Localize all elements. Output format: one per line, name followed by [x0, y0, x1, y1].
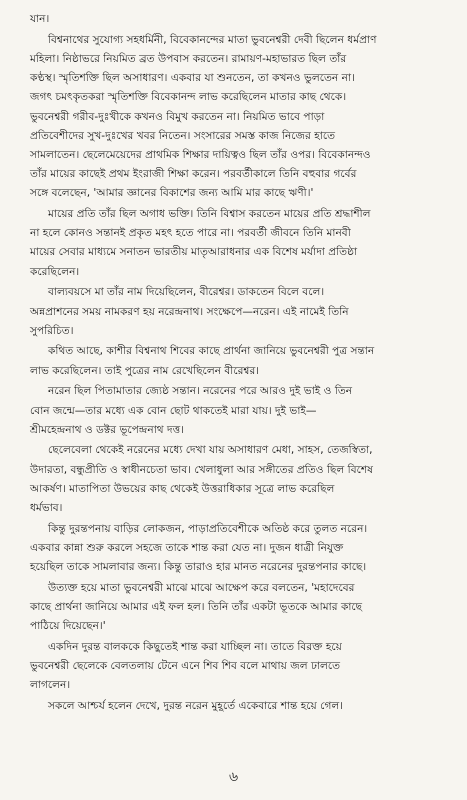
paragraph: একদিন দুরন্ত বালককে কিছুতেই শান্ত করা যাচ্ছিল না। তাতে বিরক্ত হয়ে ভুবনেশ্বরী ছেলেকে বেলতলায় টেনে এনে শিব শিব বলে মাথায় জল ঢালতে লাগলেন।	[30, 641, 342, 692]
paragraph: মায়ের প্রতি তাঁর ছিল অগাধ ভক্তি। তিনি বিশ্বাস করতেন মায়ের প্রতি শ্রদ্ধাশীল না হলে কোনও সন্তানই প্রকৃত মহৎ হতে পারে না। পরবর্তী জীবনে তিনি মানবী মায়ের সেবার মাধ্যমে সনাতন ভারতীয় মাতৃআরাধনার এক বিশেষ মর্যাদা প্রতিষ্ঠা করেছিলেন।	[30, 208, 371, 278]
paragraph: সকলে আশ্চর্য হলেন দেখে, দুরন্ত নরেন মুহূর্তে একেবারে শান্ত হয়ে গেল।	[48, 700, 344, 713]
paragraph: ছেলেবেলা থেকেই নরেনের মধ্যে দেখা যায় অসাধারণ মেধা, সাহস, তেজস্বিতা, উদারতা, বন্ধুপ্রীতি ও স্বাধীনচেতা ভাব। খেলাধুলা আর সঙ্গীতের প্রতিও ছিল বিশেষ আকর্ষণ। মাতাপিতা উভয়ের কাছ থেকেই উত্তরাধিকার সূত্রে লাভ করেছিল ধর্মভাব।	[30, 444, 373, 515]
paragraph: বাল্যবয়সে মা তাঁর নাম দিয়েছিলেন, বীরেশ্বর। ডাকতেন বিলে বলে। অন্নপ্রাশনের সময় নামকরণ হয় নরেন্দ্রনাথ। সংক্ষেপে—নরেন। এই নামেই তিনি সুপরিচিত।	[30, 286, 349, 337]
paragraph: যান।	[30, 13, 50, 25]
paragraph: নরেন ছিল পিতামাতার জ্যেষ্ঠ সন্তান। নরেনের পরে আরও দুই ভাই ও তিন বোন জন্মে—তার মধ্যে এক বোন ছোট থাকতেই মারা যায়। দুই ভাই— শ্রীমহেন্দ্রনাথ ও ডক্টর ভূপেন্দ্রনাথ দত্ত।	[30, 385, 353, 436]
paragraph: উত্যক্ত হয়ে মাতা ভুবনেশ্বরী মাঝে মাঝে আক্ষেপ করে বলতেন, 'মহাদেবের কাছে প্রার্থনা জানিয়ে আমার এই ফল হল। তিনি তাঁর একটা ভূতকে আমার কাছে পাঠিয়ে দিয়েছেন।'	[30, 581, 363, 633]
paragraph: বিশ্বনাথের সুযোগ্য সহধর্মিনী, বিবেকানন্দের মাতা ভুবনেশ্বরী দেবী ছিলেন ধর্মপ্রাণ মহিলা। নিষ্ঠাভরে নিয়মিত ব্রত উপবাস করতেন। রামায়ণ-মহাভারত ছিল তাঁর কণ্ঠস্থ। স্মৃতিশক্তি ছিল অসাধারণ। একবার যা শুনতেন, তা কখনও ভুলতেন না। জগৎ চমৎকৃতকরা স্মৃতিশক্তি বিবেকানন্দ লাভ করেছিলেন মাতার কাছ থেকে। ভুবনেশ্বরী গরীব-দুঃখীকে কখনও বিমুখ করতেন না। নিয়মিত ভাবে পাড়া প্রতিবেশীদের সুখ-দুঃখের খবর নিতেন। সংসারের সমস্ত কাজ নিজের হাতে সামলাতেন। ছেলেমেয়েদের প্রাথমিক শিক্ষার দায়িত্বও ছিল তাঁর ওপর। বিবেকানন্দও তাঁর মায়ের কাছেই প্রথম ইংরাজী শিক্ষা করেন। পরবর্তীকালে তিনি বহুবার গর্বের সঙ্গে বলেছেন, 'আমার জ্ঞানের বিকাশের জন্য আমি মার কাছে ঋণী।'	[30, 33, 377, 200]
paragraph: কিন্তু দুরন্তপনায় বাড়ির লোকজন, পাড়াপ্রতিবেশীকে অতিষ্ঠ করে তুলত নরেন। একবার কান্না শুরু করলে সহজে তাকে শান্ত করা যেত না। দুজন ধাত্রী নিযুক্ত হয়েছিল তাকে সামলাবার জন্য। কিন্তু তারাও হার মানত নরেনের দুরন্তপনার কাছে।	[30, 522, 368, 574]
page-number: ৬	[228, 769, 239, 785]
paragraph: কথিত আছে, কাশীর বিশ্বনাথ শিবের কাছে প্রার্থনা জানিয়ে ভুবনেশ্বরী পুত্র সন্তান লাভ করেছিলেন। তাই পুত্রের নাম রেখেছিলেন বীরেশ্বর।	[30, 345, 375, 377]
page-body	[30, 10, 445, 716]
